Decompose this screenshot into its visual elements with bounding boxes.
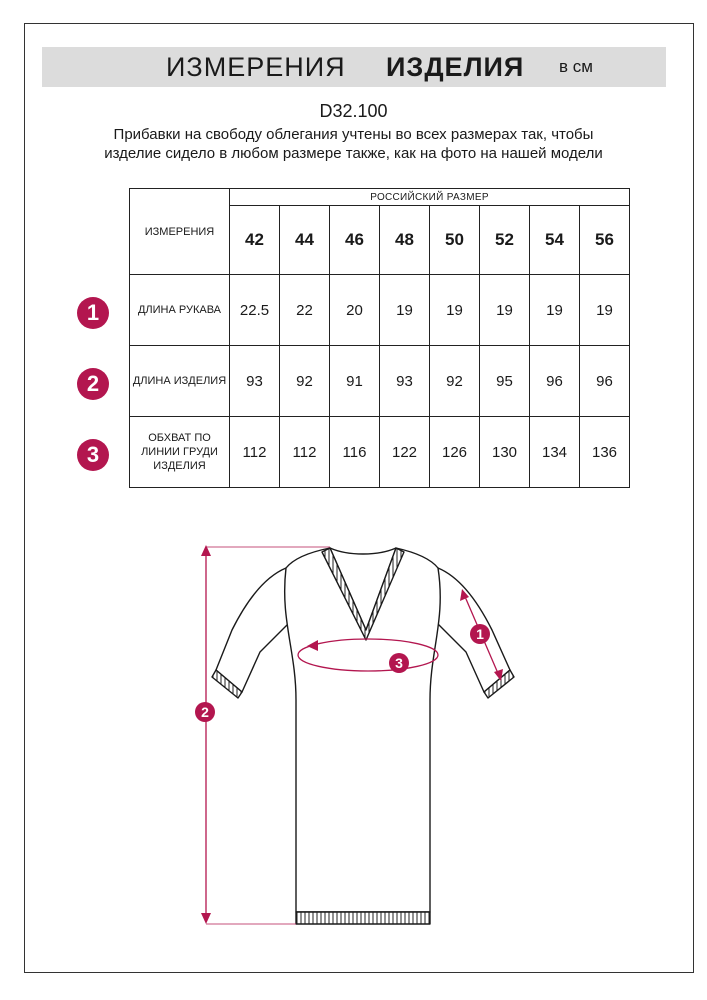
value-cell: 19 [380,275,430,346]
size-cell: 42 [230,206,280,275]
marker-1-label: 1 [476,626,484,642]
value-cell: 19 [430,275,480,346]
badge-2: 2 [77,368,109,400]
model-code: D32.100 [319,101,388,121]
value-cell: 92 [280,346,330,417]
value-cell: 126 [430,417,480,488]
value-cell: 122 [380,417,430,488]
measurements-header: ИЗМЕРЕНИЯ [130,189,230,275]
value-cell: 112 [230,417,280,488]
marker-2-label: 2 [201,704,209,720]
value-cell: 136 [580,417,630,488]
value-cell: 19 [580,275,630,346]
value-cell: 19 [530,275,580,346]
value-cell: 22 [280,275,330,346]
size-cell: 44 [280,206,330,275]
badge-1: 1 [77,297,109,329]
badge-3: 3 [77,439,109,471]
value-cell: 116 [330,417,380,488]
value-cell: 91 [330,346,380,417]
size-cell: 52 [480,206,530,275]
value-cell: 95 [480,346,530,417]
title-measurements: ИЗМЕРЕНИЯ [166,52,346,82]
value-cell: 130 [480,417,530,488]
value-cell: 22.5 [230,275,280,346]
russian-size-header: РОССИЙСКИЙ РАЗМЕР [230,189,630,206]
value-cell: 134 [530,417,580,488]
marker-3-label: 3 [395,655,403,671]
row-label: ДЛИНА ИЗДЕЛИЯ [130,346,230,417]
marker-1 [470,624,490,644]
row-label: ОБХВАТ ПО ЛИНИИ ГРУДИ ИЗДЕЛИЯ [130,417,230,488]
title-unit: в см [559,57,593,76]
marker-3 [389,653,409,673]
marker-2 [195,702,215,722]
size-cell: 48 [380,206,430,275]
value-cell: 19 [480,275,530,346]
fit-note: Прибавки на свободу облегания учтены во всех размерах так, чтобы изделие сидело в любом размере также, как на фото на нашей модели [104,126,603,162]
value-cell: 93 [230,346,280,417]
title-product: ИЗДЕЛИЯ [386,52,525,82]
size-cell: 56 [580,206,630,275]
value-cell: 92 [430,346,480,417]
size-cell: 46 [330,206,380,275]
value-cell: 20 [330,275,380,346]
size-cell: 54 [530,206,580,275]
value-cell: 93 [380,346,430,417]
value-cell: 96 [530,346,580,417]
value-cell: 112 [280,417,330,488]
size-cell: 50 [430,206,480,275]
value-cell: 96 [580,346,630,417]
row-label: ДЛИНА РУКАВА [130,275,230,346]
